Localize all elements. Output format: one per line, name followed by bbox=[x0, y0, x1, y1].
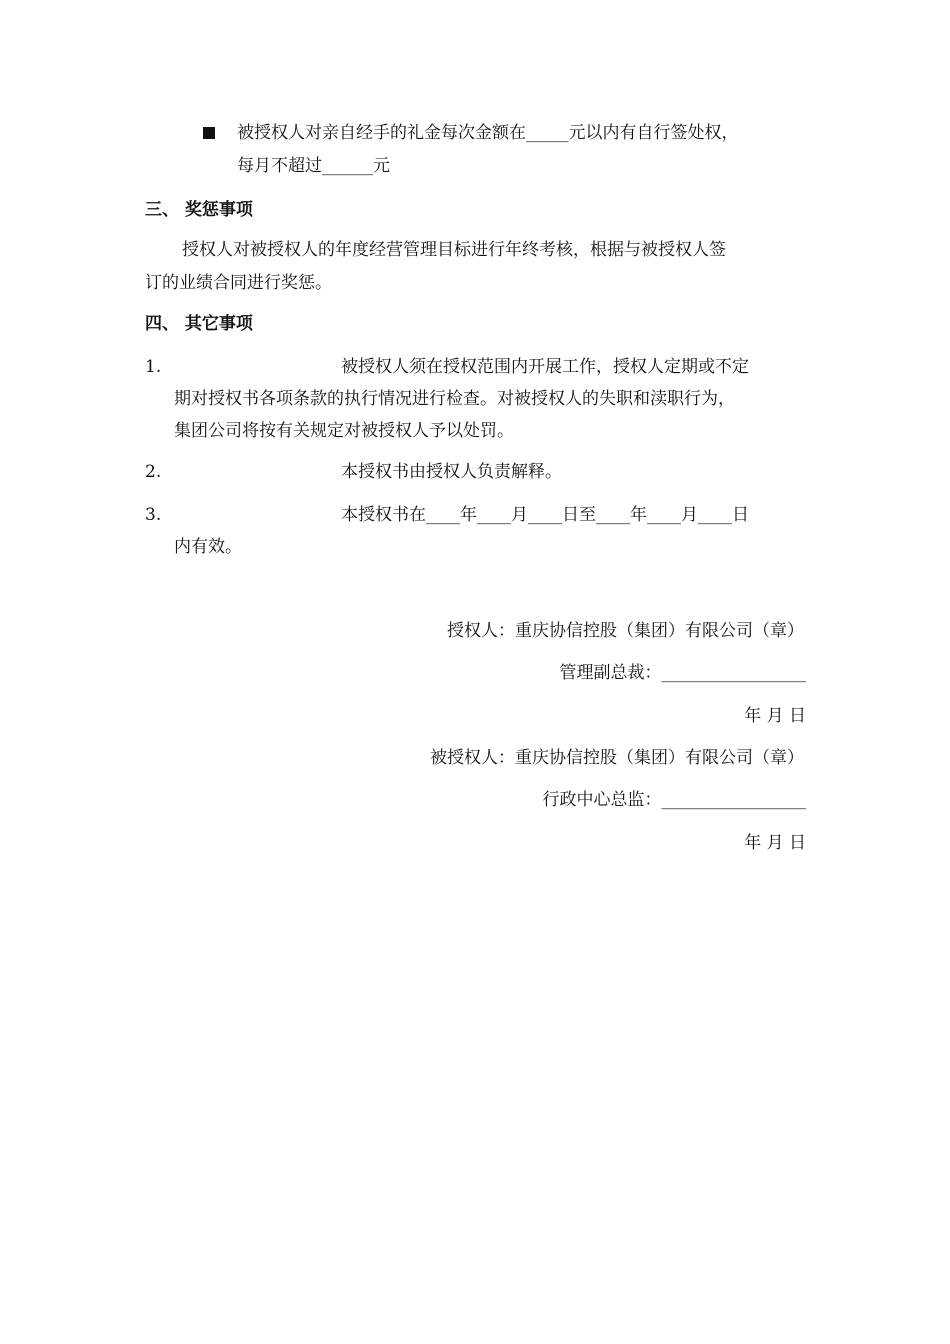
grantee-date: 年 月 日 bbox=[744, 833, 806, 853]
grantee-signature: 被授权人：重庆协信控股（集团）有限公司（章） bbox=[430, 748, 804, 768]
bullet-text-line-2: 每月不超过______元 bbox=[237, 156, 390, 176]
square-bullet-icon bbox=[203, 127, 215, 139]
item-2-line-1: 本授权书由授权人负责解释。 bbox=[341, 462, 562, 482]
section-3-heading: 三、 奖惩事项 bbox=[145, 200, 253, 220]
section-4-heading: 四、 其它事项 bbox=[145, 314, 253, 334]
grantee-title-line: 行政中心总监：_________________ bbox=[542, 790, 806, 810]
item-1-line-2: 期对授权书各项条款的执行情况进行检查。对被授权人的失职和渎职行为， bbox=[174, 389, 735, 409]
bullet-text-line-1: 被授权人对亲自经手的礼金每次金额在_____元以内有自行签处权， bbox=[237, 123, 739, 143]
item-3-line-2: 内有效。 bbox=[174, 537, 242, 557]
section-3-paragraph-line-1: 授权人对被授权人的年度经营管理目标进行年终考核，根据与被授权人签 bbox=[182, 240, 726, 260]
grantor-date: 年 月 日 bbox=[744, 706, 806, 726]
item-3-line-1: 本授权书在____年____月____日至____年____月____日 bbox=[341, 505, 749, 525]
item-1-line-3: 集团公司将按有关规定对被授权人予以处罚。 bbox=[174, 421, 514, 441]
grantor-title-line: 管理副总裁：_________________ bbox=[559, 663, 806, 683]
item-1-number: 1. bbox=[145, 357, 162, 377]
item-2-number: 2. bbox=[145, 462, 162, 482]
grantor-signature: 授权人：重庆协信控股（集团）有限公司（章） bbox=[447, 621, 804, 641]
section-3-paragraph-line-2: 订的业绩合同进行奖惩。 bbox=[145, 273, 332, 293]
item-1-line-1: 被授权人须在授权范围内开展工作，授权人定期或不定 bbox=[341, 357, 749, 377]
item-3-number: 3. bbox=[145, 505, 162, 525]
